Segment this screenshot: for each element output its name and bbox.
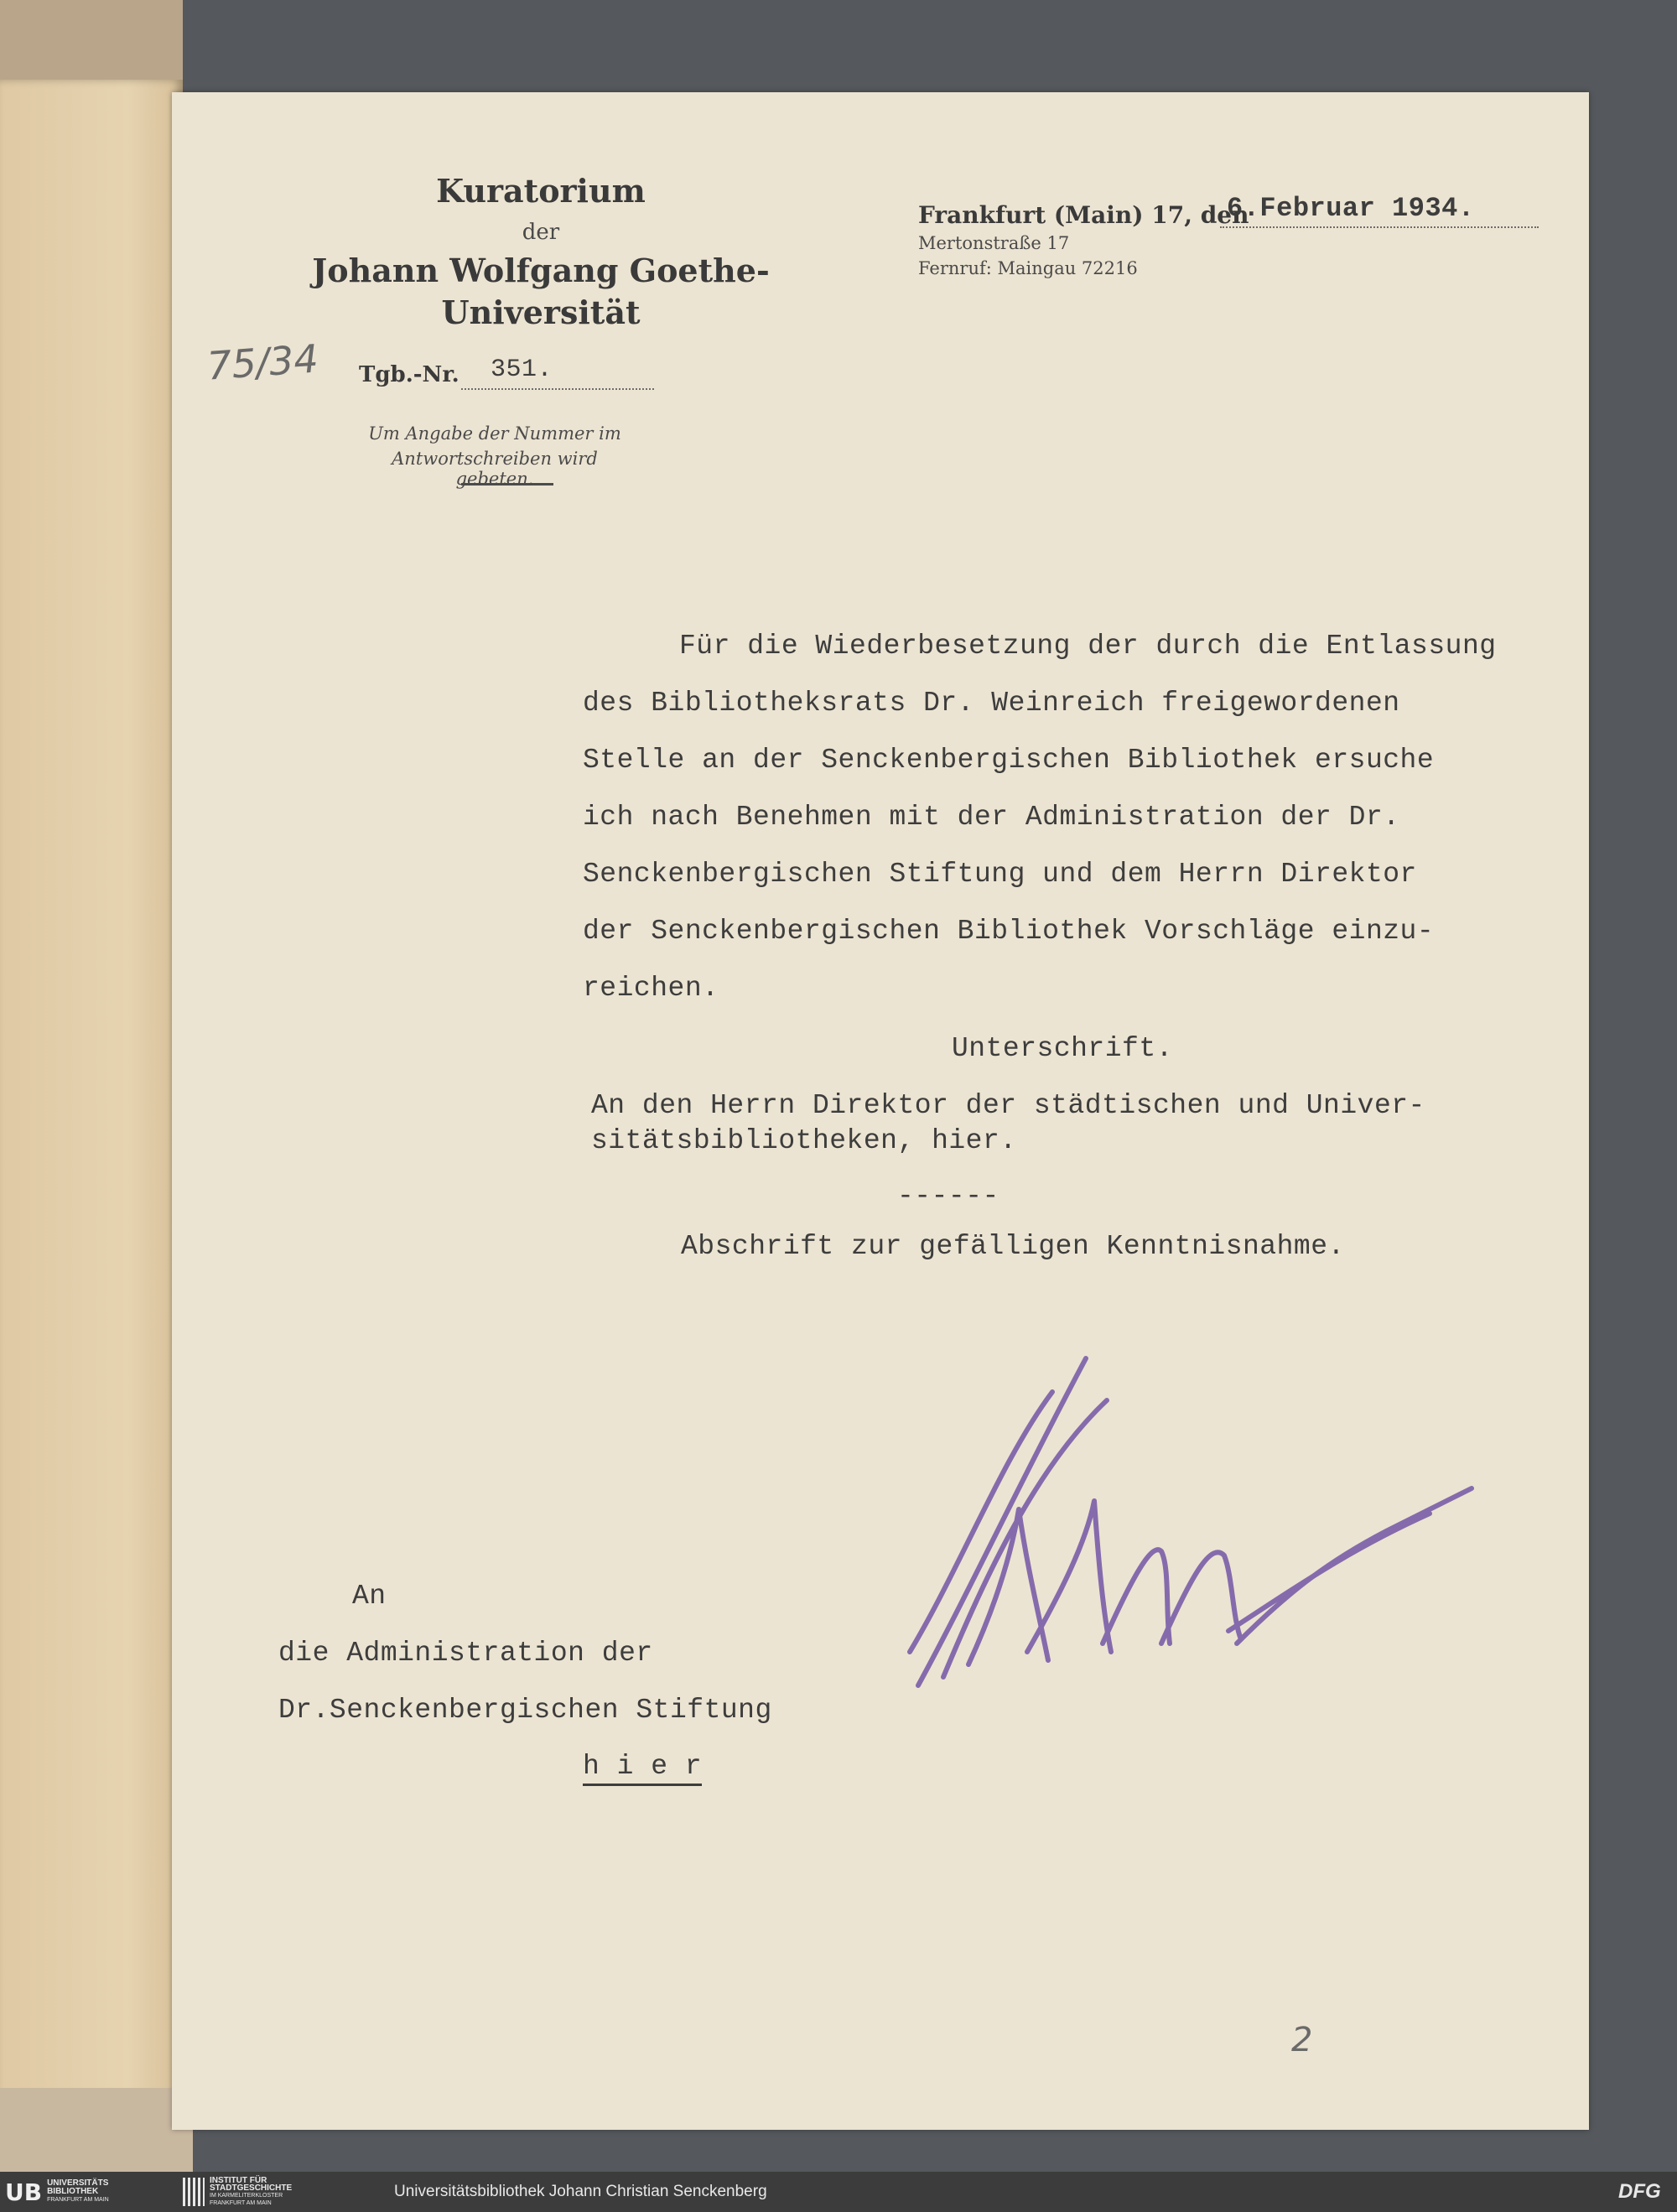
footer-bar: [0, 2172, 1677, 2212]
institution-name-line3: Johann Wolfgang Goethe-: [312, 252, 770, 289]
phone-number: Fernruf: Maingau 72216: [918, 258, 1138, 278]
isg-logo-line3: IM KARMELITERKLOSTER: [210, 2193, 283, 2199]
isg-logo-mark: [183, 2178, 205, 2206]
journal-number: 351.: [491, 356, 553, 384]
recipient-line-3: Dr.Senckenbergischen Stiftung: [278, 1695, 772, 1726]
body-line-4: ich nach Benehmen mit der Administration der Dr.: [583, 802, 1400, 833]
isg-logo-line4: FRANKFURT AM MAIN: [210, 2200, 272, 2206]
institution-name-line2: der: [522, 220, 560, 245]
ub-logo-line3: FRANKFURT AM MAIN: [47, 2197, 109, 2203]
ub-logo-short: UB: [5, 2178, 43, 2206]
separator: ------: [897, 1181, 999, 1212]
body-line-7: reichen.: [583, 973, 719, 1004]
folder-edge-bottom: [0, 2088, 193, 2172]
date-line: [1220, 226, 1539, 228]
ub-logo-line1: UNIVERSITÄTS: [47, 2178, 109, 2188]
reference-note-underline: [461, 483, 553, 485]
ub-logo-line2: BIBLIOTHEK: [47, 2187, 99, 2196]
body-line-2: des Bibliotheksrats Dr. Weinreich freigewordenen: [583, 688, 1400, 719]
journal-number-line: [461, 388, 654, 390]
letter-date: 6.Februar 1934.: [1227, 193, 1475, 224]
letter-page: [172, 92, 1589, 2130]
addressee-line-1: An den Herrn Direktor der städtischen und Univer-: [591, 1090, 1425, 1121]
institution-name-line4: Universität: [441, 293, 641, 331]
isg-logo-line2: STADTGESCHICHTE: [210, 2183, 293, 2193]
previous-page-edge: [0, 80, 183, 2172]
reference-note-line2: Antwortschreiben wird gebeten.: [392, 449, 598, 489]
reference-note-line1: Um Angabe der Nummer im: [368, 423, 621, 444]
isg-logo: [183, 2175, 292, 2209]
dfg-logo: DFG: [1618, 2180, 1661, 2203]
signature-placeholder: Unterschrift.: [952, 1033, 1173, 1064]
place-label: Frankfurt (Main) 17, den: [918, 201, 1249, 229]
file-number-annotation: 75/34: [205, 335, 320, 389]
recipient-line-1: An: [352, 1581, 387, 1612]
body-line-1: Für die Wiederbesetzung der durch die Entlassung: [679, 631, 1497, 662]
body-line-6: der Senckenbergischen Bibliothek Vorschläge einzu-: [583, 916, 1435, 947]
folder-edge-top: [0, 0, 183, 92]
recipient-line-2: die Administration der: [278, 1638, 653, 1669]
addressee-line-2: sitätsbibliotheken, hier.: [591, 1125, 1017, 1156]
library-name: Universitätsbibliothek Johann Christian Senckenberg: [394, 2183, 767, 2200]
body-line-5: Senckenbergischen Stiftung und dem Herrn Direktor: [583, 859, 1417, 890]
handwritten-signature: [893, 1291, 1480, 1727]
isg-logo-line1: INSTITUT FÜR: [210, 2176, 267, 2185]
institution-name-line1: Kuratorium: [436, 172, 646, 210]
journal-label: Tgb.-Nr.: [359, 362, 459, 387]
ub-logo: [5, 2175, 109, 2209]
street-address: Mertonstraße 17: [918, 233, 1070, 253]
page-number-annotation: 2: [1291, 2021, 1313, 2059]
copy-note: Abschrift zur gefälligen Kenntnisnahme.: [681, 1231, 1345, 1262]
body-line-3: Stelle an der Senckenbergischen Bibliothek ersuche: [583, 745, 1435, 776]
recipient-line-4: h i e r: [583, 1751, 702, 1786]
